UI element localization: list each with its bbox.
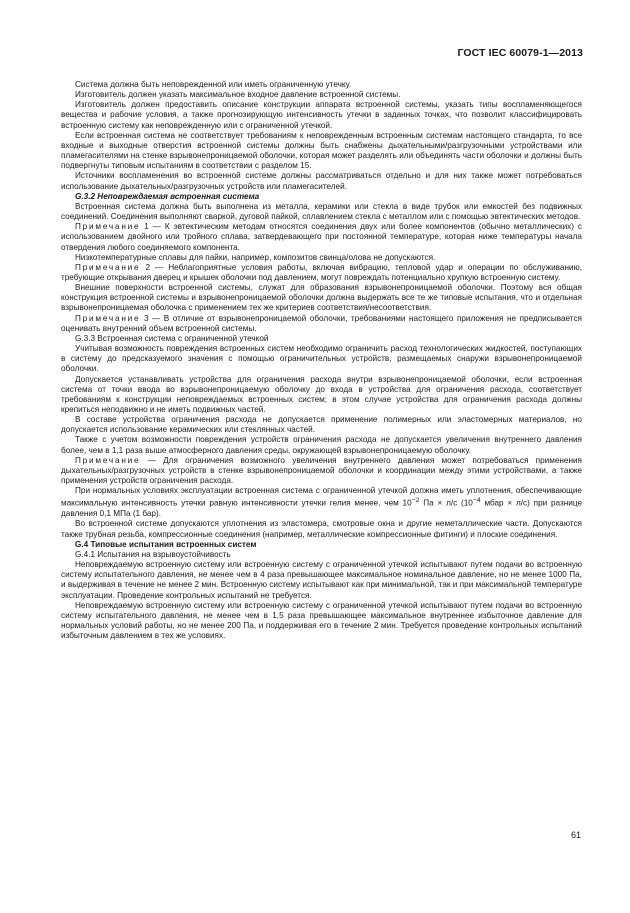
note-text: 1 — К эвтектическим методам относятся соединения двух или более компонентов (обычно металлических) с использованием двойного или тройного сплава, затвердевающего при постоянной температуре, которая ниже температуры начала отвердения любого соединяемого компонента. (61, 222, 582, 252)
document-body (61, 80, 582, 641)
paragraph: Изготовитель должен предоставить описание конструкции аппарата встроенной системы, указать типы воспламеняющегося вещества и рабочие условия, а также прогнозирующую интенсивность утечки в заданных точках, что позволит классифицировать встроенную систему как неповрежденную или с ограниченной утечкой. (61, 100, 582, 130)
text-run: мбар × л/с) при разнице давления 0,1 МПа (1 бар). (61, 499, 583, 519)
note-paragraph (61, 222, 582, 252)
paragraph: Изготовитель должен указать максимальное входное давление встроенной системы. (75, 90, 401, 100)
paragraph: Низкотемпературные сплавы для пайки, например, композитов свинца/олова не допускаются. (75, 252, 436, 262)
page-number: 61 (570, 830, 581, 840)
paragraph: Внешние поверхности встроенной системы, служат для образования взрывонепроницаемой оболочки. Поэтому вся общая конструкция встроенной системы и взрывонепроницаемой оболочки должна выдержать все те же типовые испытания, что и отдельная взрывонепроницаемая оболочка с применением тех же критериев соответствия/несоответствия. (61, 283, 582, 313)
note-text: — Для ограничения возможного увеличения внутреннего давления может потребоваться применения дыхательных/разгрузочных устройств в стенке взрывонепроницаемой оболочки и координации между этими устройствами, а также применения устройств ограничения расхода. (61, 455, 582, 486)
section-heading: G.3.3 Встроенная система с ограниченной утечкой (75, 333, 269, 343)
text-run: Па × л/с (10 (419, 499, 473, 509)
document-header: ГОСТ IEC 60079-1—2013 (457, 47, 583, 59)
note-paragraph (61, 314, 582, 334)
exponent: −2 (411, 497, 420, 505)
note-text: 2 — Неблагоприятные условия работы, включая вибрацию, тепловой удар и операции по обслуживанию, требующие открывания дверец и крышек оболочки под давлением, могут повреждать потенциально хрупкую встроенную систему. (61, 262, 582, 282)
paragraph: Если встроенная система не соответствует требованиям к неповрежденным встроенным системам настоящего стандарта, то все входные и выходные отверстия встроенной системы должны быть снабжены дыхательными/разгрузочными устройствами или пламегасителями на стенке взрывонепроницаемой оболочки, которая может разделять или объединять части оболочки и должны быть подвергнуты типовым испытаниям в соответствии с разделом 15. (61, 130, 582, 171)
paragraph (61, 486, 582, 519)
paragraph: Источники воспламенения во встроенной системе должны рассматриваться отдельно и для них также может потребоваться использование дыхательных/разгрузочных устройств или пламегасителей. (61, 171, 582, 191)
paragraph: Также с учетом возможности повреждения устройств ограничения расхода не допускается увеличения внутреннего давления более, чем в 1,1 раза выше атмосферного давления среды, окружающей взрывонепроницаемую оболочку. (61, 435, 582, 455)
paragraph: Во встроенной системе допускаются уплотнения из эластомера, смотровые окна и другие неметаллические части. Допускаются также трубная резьба, компрессионные соединения (например, металлические компрессионные фитинги) и плоские соединения. (61, 519, 582, 539)
note-paragraph (61, 263, 582, 283)
note-label: Примечание (75, 222, 141, 232)
paragraph: Неповреждаемую встроенную систему или встроенную систему с ограниченной утечкой испытывают путем подачи во встроенную систему испытательного давления, не менее чем в 4 раза превышающее максимальное номинальное давление, но не менее 1000 Па, и выдерживая в течение не менее 2 мин. Встроенную систему испытывают как при минимальной, так и при максимальной температуре эксплуатации. Проведение контрольных испытаний не требуется. (61, 560, 582, 600)
note-paragraph (61, 456, 582, 486)
section-heading: G.4.1 Испытания на взрывоустойчивость (75, 549, 231, 559)
paragraph: Допускается устанавливать устройства для ограничения расхода внутри взрывонепроницаемой оболочки, если встроенная система от точки ввода во взрывонепроницаемую оболочку до входа в устройства для ограничения расхода, соответствует требованиям к конструкции неповреждаемых встроенных систем; в этом случае устройства для ограничения расхода должны крепиться неподвижно и не иметь подвижных частей. (61, 374, 582, 414)
paragraph: Встроенная система должна быть выполнена из металла, керамики или стекла в виде трубок или емкостей без подвижных соединений. Соединения выполняют сваркой, дуговой пайкой, сплавлением стекла с металлом или с помощью эвтектических методов. (61, 201, 582, 222)
section-heading: G.4 Типовые испытания встроенных систем (75, 539, 257, 549)
paragraph: Неповреждаемую встроенную систему или встроенную систему с ограниченной утечкой испытывают путем подачи во встроенную систему испытательного давления, не менее чем в 1,5 раза превышающее максимальное внутреннее избыточное давление для нормальных условий работы, но не менее 200 Па, и поддерживая его в течение 2 мин. Требуется проведение контрольных испытаний избыточным давлением в тех же условиях. (61, 600, 582, 641)
paragraph: Система должна быть неповрежденной или иметь ограниченную утечку. (75, 80, 352, 89)
section-heading: G.3.2 Неповреждаемая встроенная система (75, 191, 260, 201)
paragraph: В составе устройства ограничения расхода не допускается применение полимерных или эластомерных материалов, но допускается использование керамических или стеклянных частей. (61, 415, 582, 435)
note-label: Примечание (75, 262, 141, 272)
note-text: 3 — В отличие от взрывонепроницаемой оболочки, требованиями настоящего приложения не предписывается оценивать внутренний объем встроенной системы. (61, 313, 582, 333)
note-label: Примечание (75, 455, 141, 465)
exponent: −4 (472, 497, 481, 505)
note-label: Примечание (75, 313, 141, 323)
paragraph: Учитывая возможность повреждения встроенных систем необходимо ограничить расход технологических жидкостей, поступающих в систему до предсказуемого значения с помощью ограничительных устройств, размещаемых снаружи взрывонепроницаемой оболочки. (61, 344, 582, 374)
text-run: При нормальных условиях эксплуатации встроенная система с ограниченной утечкой должна иметь уплотнения, обеспечивающие максимальную интенсивность утечки равную интенсивности утечки гелия менее, чем 10 (61, 486, 582, 509)
